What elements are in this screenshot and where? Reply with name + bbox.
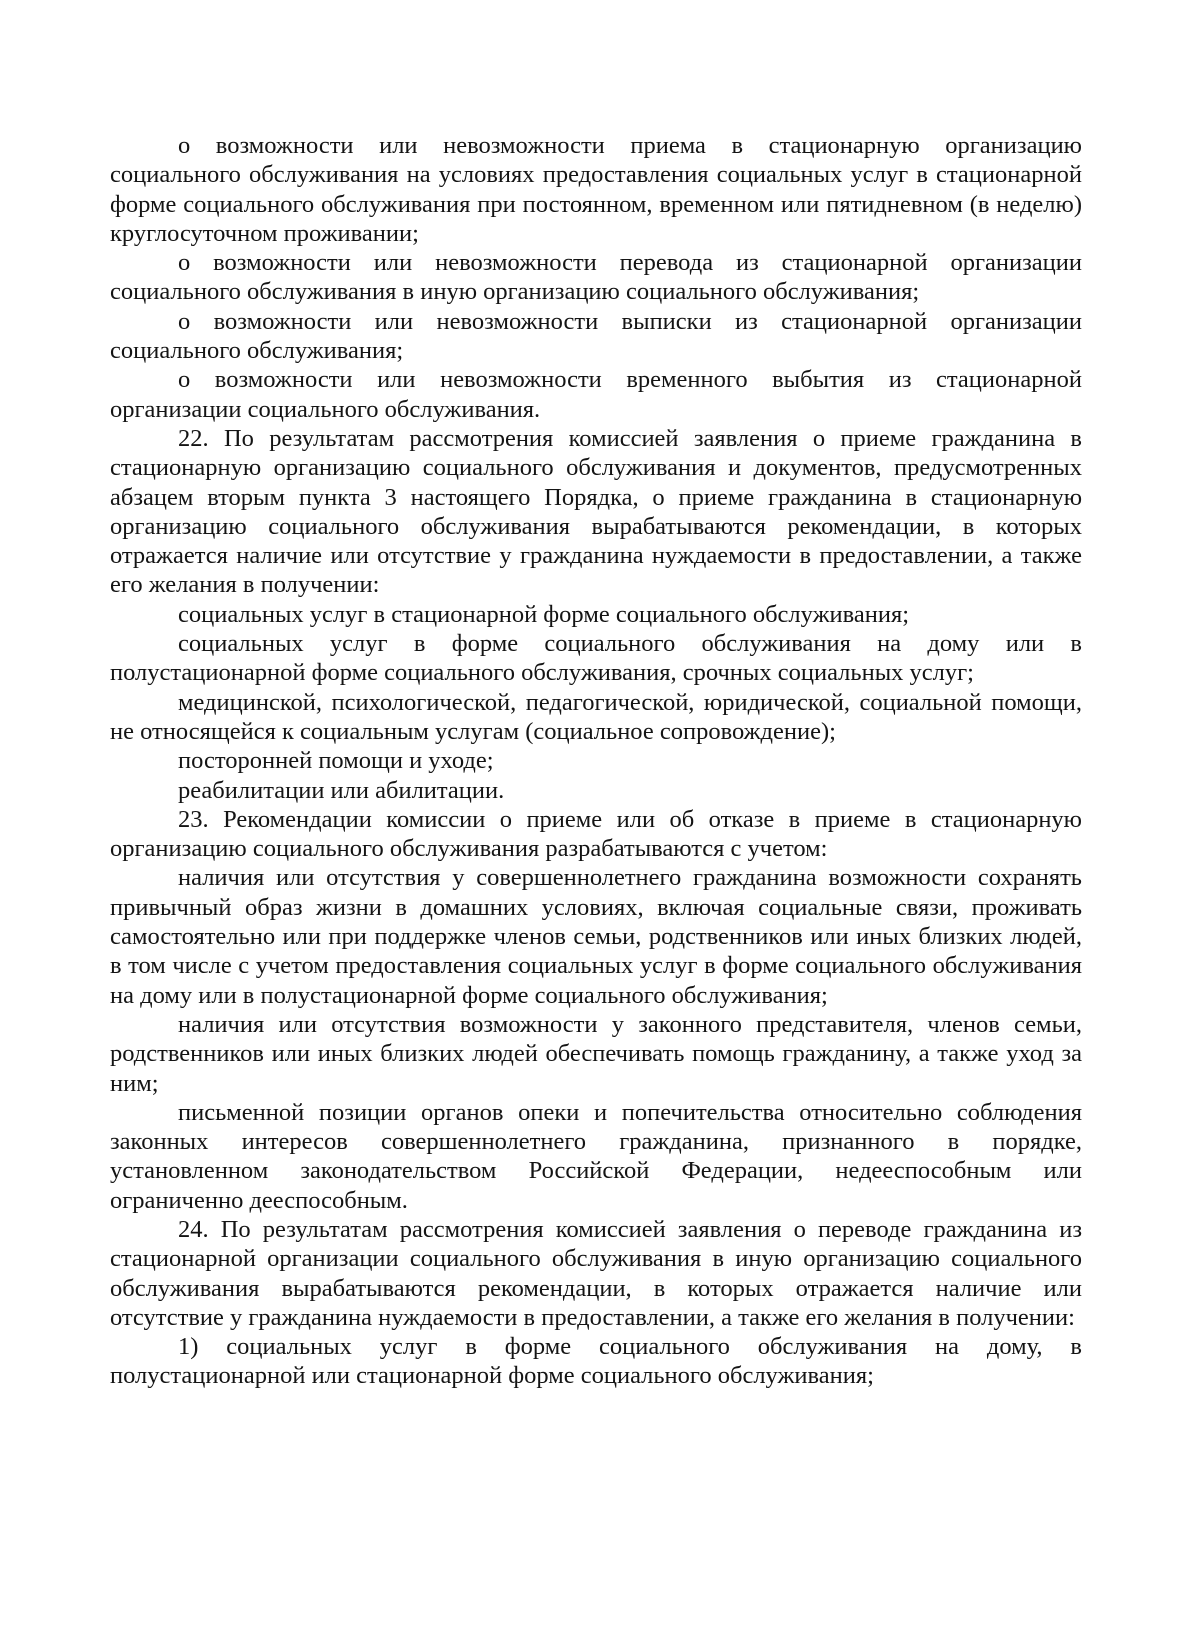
paragraph-guardianship-position: письменной позиции органов опеки и попечительства относительно соблюдения законных интересов совершеннолетнего гражданина, признанного в порядке, установленном законодательством Российской Федерации, недееспособным или ограниченно дееспособным. [110,1098,1082,1214]
paragraph-outside-care: посторонней помощи и уходе; [178,747,494,775]
paragraph-discharge-options: о возможности или невозможности выписки из стационарной организации социального обслуживания; [110,307,1082,365]
paragraph-independent-living: наличия или отсутствия у совершеннолетнего гражданина возможности сохранять привычный образ жизни в домашних условиях, включая социальные связи, проживать самостоятельно или при поддержке членов семьи, родственников или иных близких людей, в том числе с учетом предоставления социальных услуг в форме социального обслуживания на дому или в полустационарной форме социального обслуживания; [110,864,1082,1009]
paragraph-clause-23: 23. Рекомендации комиссии о приеме или об отказе в приеме в стационарную организацию социального обслуживания разрабатываются с учетом: [110,805,1082,863]
paragraph-clause-22: 22. По результатам рассмотрения комиссией заявления о приеме гражданина в стационарную организацию социального обслуживания и документов, предусмотренных абзацем вторым пункта 3 настоящего Порядка, о приеме гражданина в стационарную организацию социального обслуживания вырабатываются рекомендации, в которых отражается наличие или отсутствие у гражданина нуждаемости в предоставлении, а также его желания в получении: [110,424,1082,599]
paragraph-rehabilitation: реабилитации или абилитации. [178,776,505,804]
paragraph-clause-24: 24. По результатам рассмотрения комиссией заявления о переводе гражданина из стационарной организации социального обслуживания в иную организацию социального обслуживания вырабатываются рекомендации, в которых отражается наличие или отсутствие у гражданина нуждаемости в предоставлении, а также его желания в получении: [110,1215,1082,1331]
paragraph-item-1: 1) социальных услуг в форме социального обслуживания на дому, в полустационарной или стационарной форме социального обслуживания; [110,1333,1082,1390]
document-body [110,131,1082,1391]
paragraph-admission-options: о возможности или невозможности приема в стационарную организацию социального обслуживания на условиях предоставления социальных услуг в стационарной форме социального обслуживания при постоянном, временном или пятидневном (в неделю) круглосуточном проживании; [110,132,1082,247]
paragraph-temporary-leave-options: о возможности или невозможности временного выбытия из стационарной организации социального обслуживания. [110,366,1082,423]
paragraph-inpatient-services: социальных услуг в стационарной форме социального обслуживания; [178,600,910,628]
paragraph-home-services: социальных услуг в форме социального обслуживания на дому или в полустационарной форме социального обслуживания, срочных социальных услуг; [110,630,1082,687]
paragraph-family-help: наличия или отсутствия возможности у законного представителя, членов семьи, родственников или иных близких людей обеспечивать помощь гражданину, а также уход за ним; [110,1010,1082,1097]
paragraph-social-support: медицинской, психологической, педагогической, юридической, социальной помощи, не относящейся к социальным услугам (социальное сопровождение); [110,688,1082,745]
paragraph-transfer-options: о возможности или невозможности перевода из стационарной организации социального обслуживания в иную организацию социального обслуживания; [110,249,1082,306]
